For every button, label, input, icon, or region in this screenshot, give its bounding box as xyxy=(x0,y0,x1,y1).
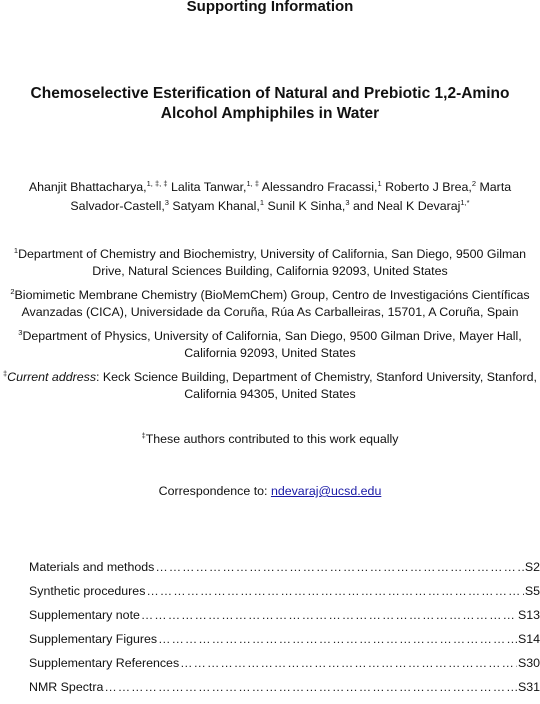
affiliation-text: Biomimetic Membrane Chemistry (BioMemChem) Group, Centro de Investigacións Científicas Avanzadas (CICA), Universidade da Coruña, Rúa As Carballeiras, 15701, A Coruña, Spain xyxy=(14,288,530,319)
author-name: Lalita Tanwar, xyxy=(167,180,247,194)
affiliation-mark: 3 xyxy=(18,327,23,337)
toc-entry[interactable] xyxy=(29,608,540,632)
current-address-label: Current address xyxy=(7,370,97,384)
affiliation-2 xyxy=(0,287,540,320)
author xyxy=(259,180,382,194)
toc-entry-page: S2 xyxy=(524,560,540,574)
toc-leader-dots xyxy=(146,584,523,598)
toc-leader-dots xyxy=(141,608,517,622)
toc-leader-dots xyxy=(104,680,517,694)
affiliation-text: Department of Physics, University of California, San Diego, 9500 Gilman Drive, Mayer Hall, California 92093, United States xyxy=(22,329,522,360)
toc-entry-page: S14 xyxy=(517,632,540,646)
affiliation-text: Department of Chemistry and Biochemistry, University of California, San Diego, 9500 Gilman Drive, Natural Sciences Building, California 92093, United States xyxy=(18,247,527,278)
equal-contribution-note xyxy=(0,432,540,446)
supporting-information-heading: Supporting Information xyxy=(186,0,354,15)
author-name: Satyam Khanal, xyxy=(168,199,260,213)
author xyxy=(350,199,470,213)
affiliation-3 xyxy=(0,328,540,361)
author-affiliation-mark: 1, ‡, ‡ xyxy=(146,178,168,188)
author-affiliation-mark: 1 xyxy=(259,197,265,207)
author-name: Sunil K Sinha, xyxy=(264,199,346,213)
toc-entry[interactable] xyxy=(29,560,540,584)
toc-entry-label: Materials and methods xyxy=(29,560,155,574)
toc-entry-page: S13 xyxy=(517,608,540,622)
table-of-contents xyxy=(29,560,540,704)
author-affiliation-mark: 1, ‡ xyxy=(246,178,259,188)
toc-entry-label: NMR Spectra xyxy=(29,680,104,694)
toc-entry-label: Synthetic procedures xyxy=(29,584,146,598)
affiliation-mark: 1 xyxy=(13,245,19,255)
toc-entry-label: Supplementary References xyxy=(29,656,180,670)
author xyxy=(264,199,349,213)
toc-entry-label: Supplementary note xyxy=(29,608,140,622)
author-name: Roberto J Brea, xyxy=(381,180,472,194)
author-affiliation-mark: 1 xyxy=(377,178,382,188)
author-name: Ahanjit Bhattacharya, xyxy=(28,180,147,194)
toc-entry[interactable] xyxy=(29,632,540,656)
author xyxy=(169,199,264,213)
toc-entry-page: S30 xyxy=(517,656,540,670)
author-affiliation-mark: 3 xyxy=(164,197,169,207)
author-name: Marta Salvador-Castell, xyxy=(70,180,512,213)
toc-leader-dots xyxy=(180,656,517,670)
toc-entry-page: S5 xyxy=(524,584,540,598)
author-name: and Neal K Devaraj xyxy=(349,199,461,213)
author xyxy=(382,180,476,194)
current-address-text: : Keck Science Building, Department of Chemistry, Stanford University, Stanford, California 94305, United States xyxy=(96,370,537,401)
author xyxy=(168,180,260,194)
toc-entry[interactable] xyxy=(29,680,540,704)
author-affiliation-mark: 2 xyxy=(471,178,477,188)
current-address xyxy=(0,369,540,402)
author-name: Alessandro Fracassi, xyxy=(259,180,378,194)
affiliation-1 xyxy=(0,246,540,279)
author xyxy=(29,180,168,194)
equal-contribution-text: These authors contributed to this work equally xyxy=(145,432,399,446)
correspondence-line xyxy=(0,484,540,498)
correspondence-label: Correspondence to: xyxy=(158,484,271,498)
affiliation-mark: 2 xyxy=(10,286,15,296)
toc-leader-dots xyxy=(158,632,517,646)
toc-entry-page: S31 xyxy=(517,680,540,694)
current-address-mark: ‡ xyxy=(3,368,8,378)
correspondence-email-link[interactable]: ndevaraj@ucsd.edu xyxy=(270,484,382,498)
author-affiliation-mark: 3 xyxy=(345,197,350,207)
toc-entry[interactable] xyxy=(29,584,540,608)
paper-title: Chemoselective Esterification of Natural and Prebiotic 1,2-Amino Alcohol Amphiphiles in Water xyxy=(30,85,510,122)
toc-leader-dots xyxy=(155,560,523,574)
equal-contribution-mark: ‡ xyxy=(141,430,146,440)
author-affiliation-mark: 1,* xyxy=(460,197,470,207)
toc-entry[interactable] xyxy=(29,656,540,680)
toc-entry-label: Supplementary Figures xyxy=(29,632,158,646)
author-list xyxy=(20,178,520,216)
